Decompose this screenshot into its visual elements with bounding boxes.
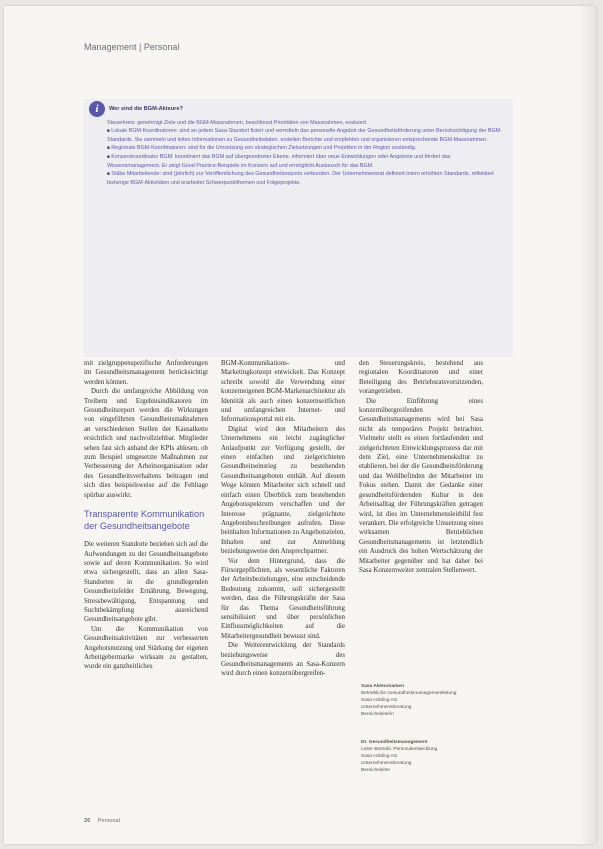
paragraph: mit zielgruppenspezifische Anforderungen im Gesundheitsmanagement berücksichtigt werden können. [84, 360, 208, 386]
author-line: Sasa Holding AG [361, 698, 398, 703]
author-line: Bereichsleiter [361, 768, 391, 773]
author-line: Unternehmensberatung [361, 705, 412, 710]
author-role: Dr. Gesundheitsmanagement [361, 740, 428, 745]
author-line: Sasa Holding AG [361, 754, 398, 759]
info-bullet: ■ Stäbe Mitarbeitende: sind (jährlich) zur Veröffentlichung des Gesundheitsreports verbunden. Der Unternehmensrat definiert intern erhöhten Standards, reflektiert bisherige BGM-Aktivitäten und erarbeitet Schwerpunktthemen und Folgeprojekte. [107, 170, 503, 187]
author-role: Sasa Akteurnamen [361, 684, 405, 689]
text-column-3 [359, 359, 483, 575]
info-box-intro: Steuerkreis: genehmigt Ziele und die BGM-Massnahmen, beschliesst Prioritäten von Massnahmen, evaluiert. [107, 120, 368, 126]
author-line: Betriebliche Gesundheitsmanagementleitung [361, 691, 457, 696]
paragraph: Die Weiterentwicklung der Standards beziehungsweise des Gesundheitsmanagements an Sasa-Konzern wird durch einen konzernübergreifen- [221, 642, 345, 678]
footer-label: Personal [97, 818, 120, 824]
info-bullet: ■ Konzernkoordinator BGM: koordiniert das BGM auf übergeordneter Ebene, informiert über neue Entwicklungen oder Angebote und fördert das Wissensmanagement. Er zeigt Good Practice-Beispiele im Konzern auf und ermöglicht Austausch für das BGM. [107, 153, 503, 170]
paragraph: Die Einführung eines konzernübergreifenden Gesundheitsmanagements wird bei Sasa nicht als temporäres Projekt betrachtet. Vielmehr stellt es einen fortlaufenden und zielgerichteten Entwicklungsprozess dar mit dem Ziel, eine Unternehmenskultur zu etablieren, bei der die Gesundheitsförderung und das Wohlbefinden der Mitarbeiter im Fokus stehen. Damit der Gedanke einer gesundheitsfördernden Kultur in den Arbeitsalltag der Führungskräften getragen wird, ist dies im Unternehmensleitbild fest verankert. Die erfolgreiche Umsetzung eines wirksamen Betrieblichen Gesundheitsmanagements ist letztendlich ein Ausdruck des hohen Wertschätzung der Mitarbeiter gegenüber und hat daher bei Sasa Konzernweiter zentralen Stellenwert. [359, 397, 483, 574]
subheading: Transparente Kommunikation der Gesundheitsangebote [84, 509, 205, 531]
page-footer [84, 818, 120, 824]
info-icon: i [89, 101, 105, 117]
paragraph: BGM-Kommunikations- und Marketingkonzept entwickelt. Das Konzept schreibt sowohl die Verwendung einer konzerneigenen BGM-Markenarchitektur als Identität als auch einen konzernseitlichen und umfangreichen Internet- und Informationsportal mit ein. [221, 360, 345, 424]
info-box-title: Wer sind die BGM-Akteure? [109, 106, 183, 112]
text-column-2 [221, 359, 345, 679]
magazine-page [4, 6, 596, 844]
text-column-1 [84, 359, 208, 672]
paragraph: Durch die umfangreiche Abbildung von Treibern und Ergebnisindikatoren im Gesundheitsreport werden die Wirkungen von eingeführten Gesundheitsmaßnahmen an verschiedenen Stellen der Kausalkette ersichtlich und nachvollziehbar. Mitglieder sehen fast sich anhand der KPIs ablesen, ob zum Beispiel umgesetzte Maßnahmen zur Verbesserung der Arbeitsorganisation oder des Gesundheitsverhaltens beitragen und sich dies beispielsweise auf die Fehltage spürbar auswirkt. [84, 388, 208, 499]
author-line: Bereichsleiterin [361, 712, 394, 717]
info-bullet: ■ Regionale BGM-Koordinatoren: sind für die Umsetzung von strategischen Zielsetzungen und Projekten in der Region zuständig. [107, 144, 503, 153]
section-header: Management | Personal [84, 42, 180, 52]
author-caption [361, 683, 471, 718]
author-caption [361, 739, 471, 774]
paragraph: Digital wird den Mitarbeitern des Unternehmens ein leicht zugänglicher Anlaufpunkt zur Verfügung gestellt, der einen einfachen und zielgerichteten Gesundheitseinstieg zu bestehenden Gesundheitsangeboten enthält. Auf diesem Wege können Mitarbeiter sich schnell und einfach einen Überblick zum bestehenden Angebotsspektrum verschaffen und der Interesse prägnante, zielgerichtete Angebotsbeschreibungen aufrufen. Diese beinhalten Informationen zu Angebotszielen, Inhalten und zur Anmeldung beziehungsweise den Ansprechpartner. [221, 425, 345, 556]
paragraph: Um die Kommunikation von Gesundheitsaktivitäten zur verbesserten Angebotsnutzung und Stärkung der eigenen Arbeitgebermarke wirksam zu gestalten, wurde ein ganzheitliches [84, 625, 208, 671]
paragraph: Vor dem Hintergrund, dass die Fürsorgepflichten, als wesentliche Faktoren der Arbeitsbeziehungen, eine entscheidende Bedeutung zukommt, soll sichergestellt werden, dass die Führungskräfte der Sasa für das Thema Gesundheitsführung sensibilisiert und über persönlichen Einflussmöglichkeiten auf die Mitarbeitergesundheit bewusst sind. [221, 557, 345, 640]
info-bullet: ■ Lokale BGM-Koordinatoren: sind an jedem Sasa-Standort fixiert und vermitteln das personelle Angebot der Gesundheitsförderung unter Berücksichtigung der BGM-Standards. Sie sammeln und leiten Informationen zu Gesundheitsdaten, erstellen Berichte und empfehlen und organisieren entsprechende BGM-Massnahmen. [107, 127, 503, 144]
page-number: 26 [84, 818, 91, 824]
paragraph: den Steuerungskreis, bestehend aus regionalen Koordinatoren und einer Beteiligung des Betriebsratsvorsitzenden, vorangetrieben. [359, 360, 483, 396]
author-line: Leiter Betriebl. Personalentwicklung [361, 747, 438, 752]
info-box-text [107, 119, 503, 187]
paragraph: Die weiteren Standorte beziehen sich auf die Aufwendungen zu der Gesundheitsangebote sowie auf deren Kommunikation. So wird etwa sichergestellt, dass an allen Sasa-Standorten in die grundlegenden Gesundheitsfelder Ernährung, Bewegung, Stressbewältigung, Entspannung und Suchtbekämpfung ausreichend Gesundheitsangebote gibt. [84, 541, 208, 624]
info-box [83, 99, 513, 357]
author-line: Unternehmensberatung [361, 761, 412, 766]
